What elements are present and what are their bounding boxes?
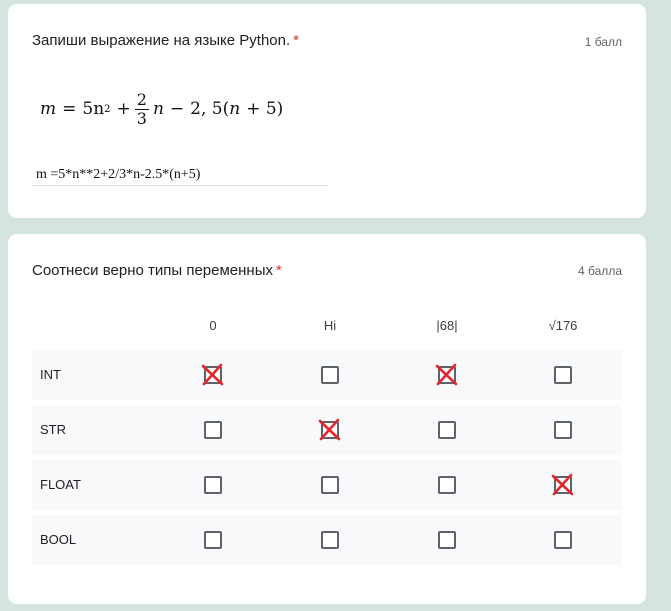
- question-card-variable-types: [8, 234, 646, 604]
- formula-fraction: [135, 91, 149, 128]
- fraction-denominator: 3: [136, 108, 147, 128]
- row-label: INT: [40, 367, 61, 382]
- formula-image: [40, 84, 283, 134]
- checkbox[interactable]: [204, 476, 222, 494]
- answer-input[interactable]: m =5*n**2+2/3*n-2.5*(n+5): [32, 164, 328, 186]
- question-points: 1 балл: [584, 35, 622, 49]
- checkbox[interactable]: [321, 476, 339, 494]
- column-header: |68|: [436, 318, 458, 333]
- required-asterisk: *: [293, 32, 299, 49]
- checkbox[interactable]: [438, 366, 456, 384]
- red-cross-mark-icon: [551, 473, 575, 497]
- required-asterisk: *: [275, 262, 282, 279]
- column-header: √176: [548, 318, 578, 333]
- row-label: STR: [40, 422, 66, 437]
- red-cross-mark-icon: [318, 418, 342, 442]
- checkbox[interactable]: [321, 421, 339, 439]
- checkbox[interactable]: [554, 476, 572, 494]
- checkbox[interactable]: [204, 366, 222, 384]
- checkbox[interactable]: [321, 531, 339, 549]
- checkbox[interactable]: [438, 531, 456, 549]
- formula-minus: −: [169, 99, 185, 119]
- column-header: Hi: [323, 318, 337, 333]
- checkbox[interactable]: [554, 366, 572, 384]
- checkbox[interactable]: [554, 531, 572, 549]
- red-cross-mark-icon: [435, 363, 459, 387]
- formula-plus: +: [116, 99, 131, 119]
- formula-term1: 5n: [82, 99, 105, 119]
- row-label: FLOAT: [40, 477, 81, 492]
- column-header: 0: [209, 318, 217, 333]
- formula-term3-var: n: [229, 99, 241, 119]
- formula-exponent: 2: [104, 103, 111, 115]
- checkbox[interactable]: [204, 531, 222, 549]
- grid-header: [32, 306, 622, 350]
- grid-row-bool: [32, 515, 622, 565]
- grid-row-int: [32, 350, 622, 400]
- row-label: BOOL: [40, 532, 77, 547]
- formula-term3-rest: + 5): [246, 99, 284, 119]
- grid-row-float: [32, 460, 622, 510]
- checkbox[interactable]: [554, 421, 572, 439]
- fraction-numerator: 2: [136, 89, 147, 109]
- question-title: Соотнеси верно типы переменных *: [32, 262, 282, 279]
- checkbox[interactable]: [321, 366, 339, 384]
- question-title: Запиши выражение на языке Python. *: [32, 32, 299, 49]
- grid-row-str: [32, 405, 622, 455]
- checkbox-grid: [32, 306, 622, 570]
- checkbox[interactable]: [204, 421, 222, 439]
- formula-term2: n: [152, 99, 164, 119]
- formula-lhs: m: [40, 99, 57, 119]
- question-points: 4 балла: [578, 264, 622, 278]
- formula-equals: =: [62, 99, 77, 119]
- question-card-python-expression: [8, 4, 646, 218]
- red-cross-mark-icon: [201, 363, 225, 387]
- checkbox[interactable]: [438, 421, 456, 439]
- checkbox[interactable]: [438, 476, 456, 494]
- formula-term3: 2, 5(: [190, 99, 230, 119]
